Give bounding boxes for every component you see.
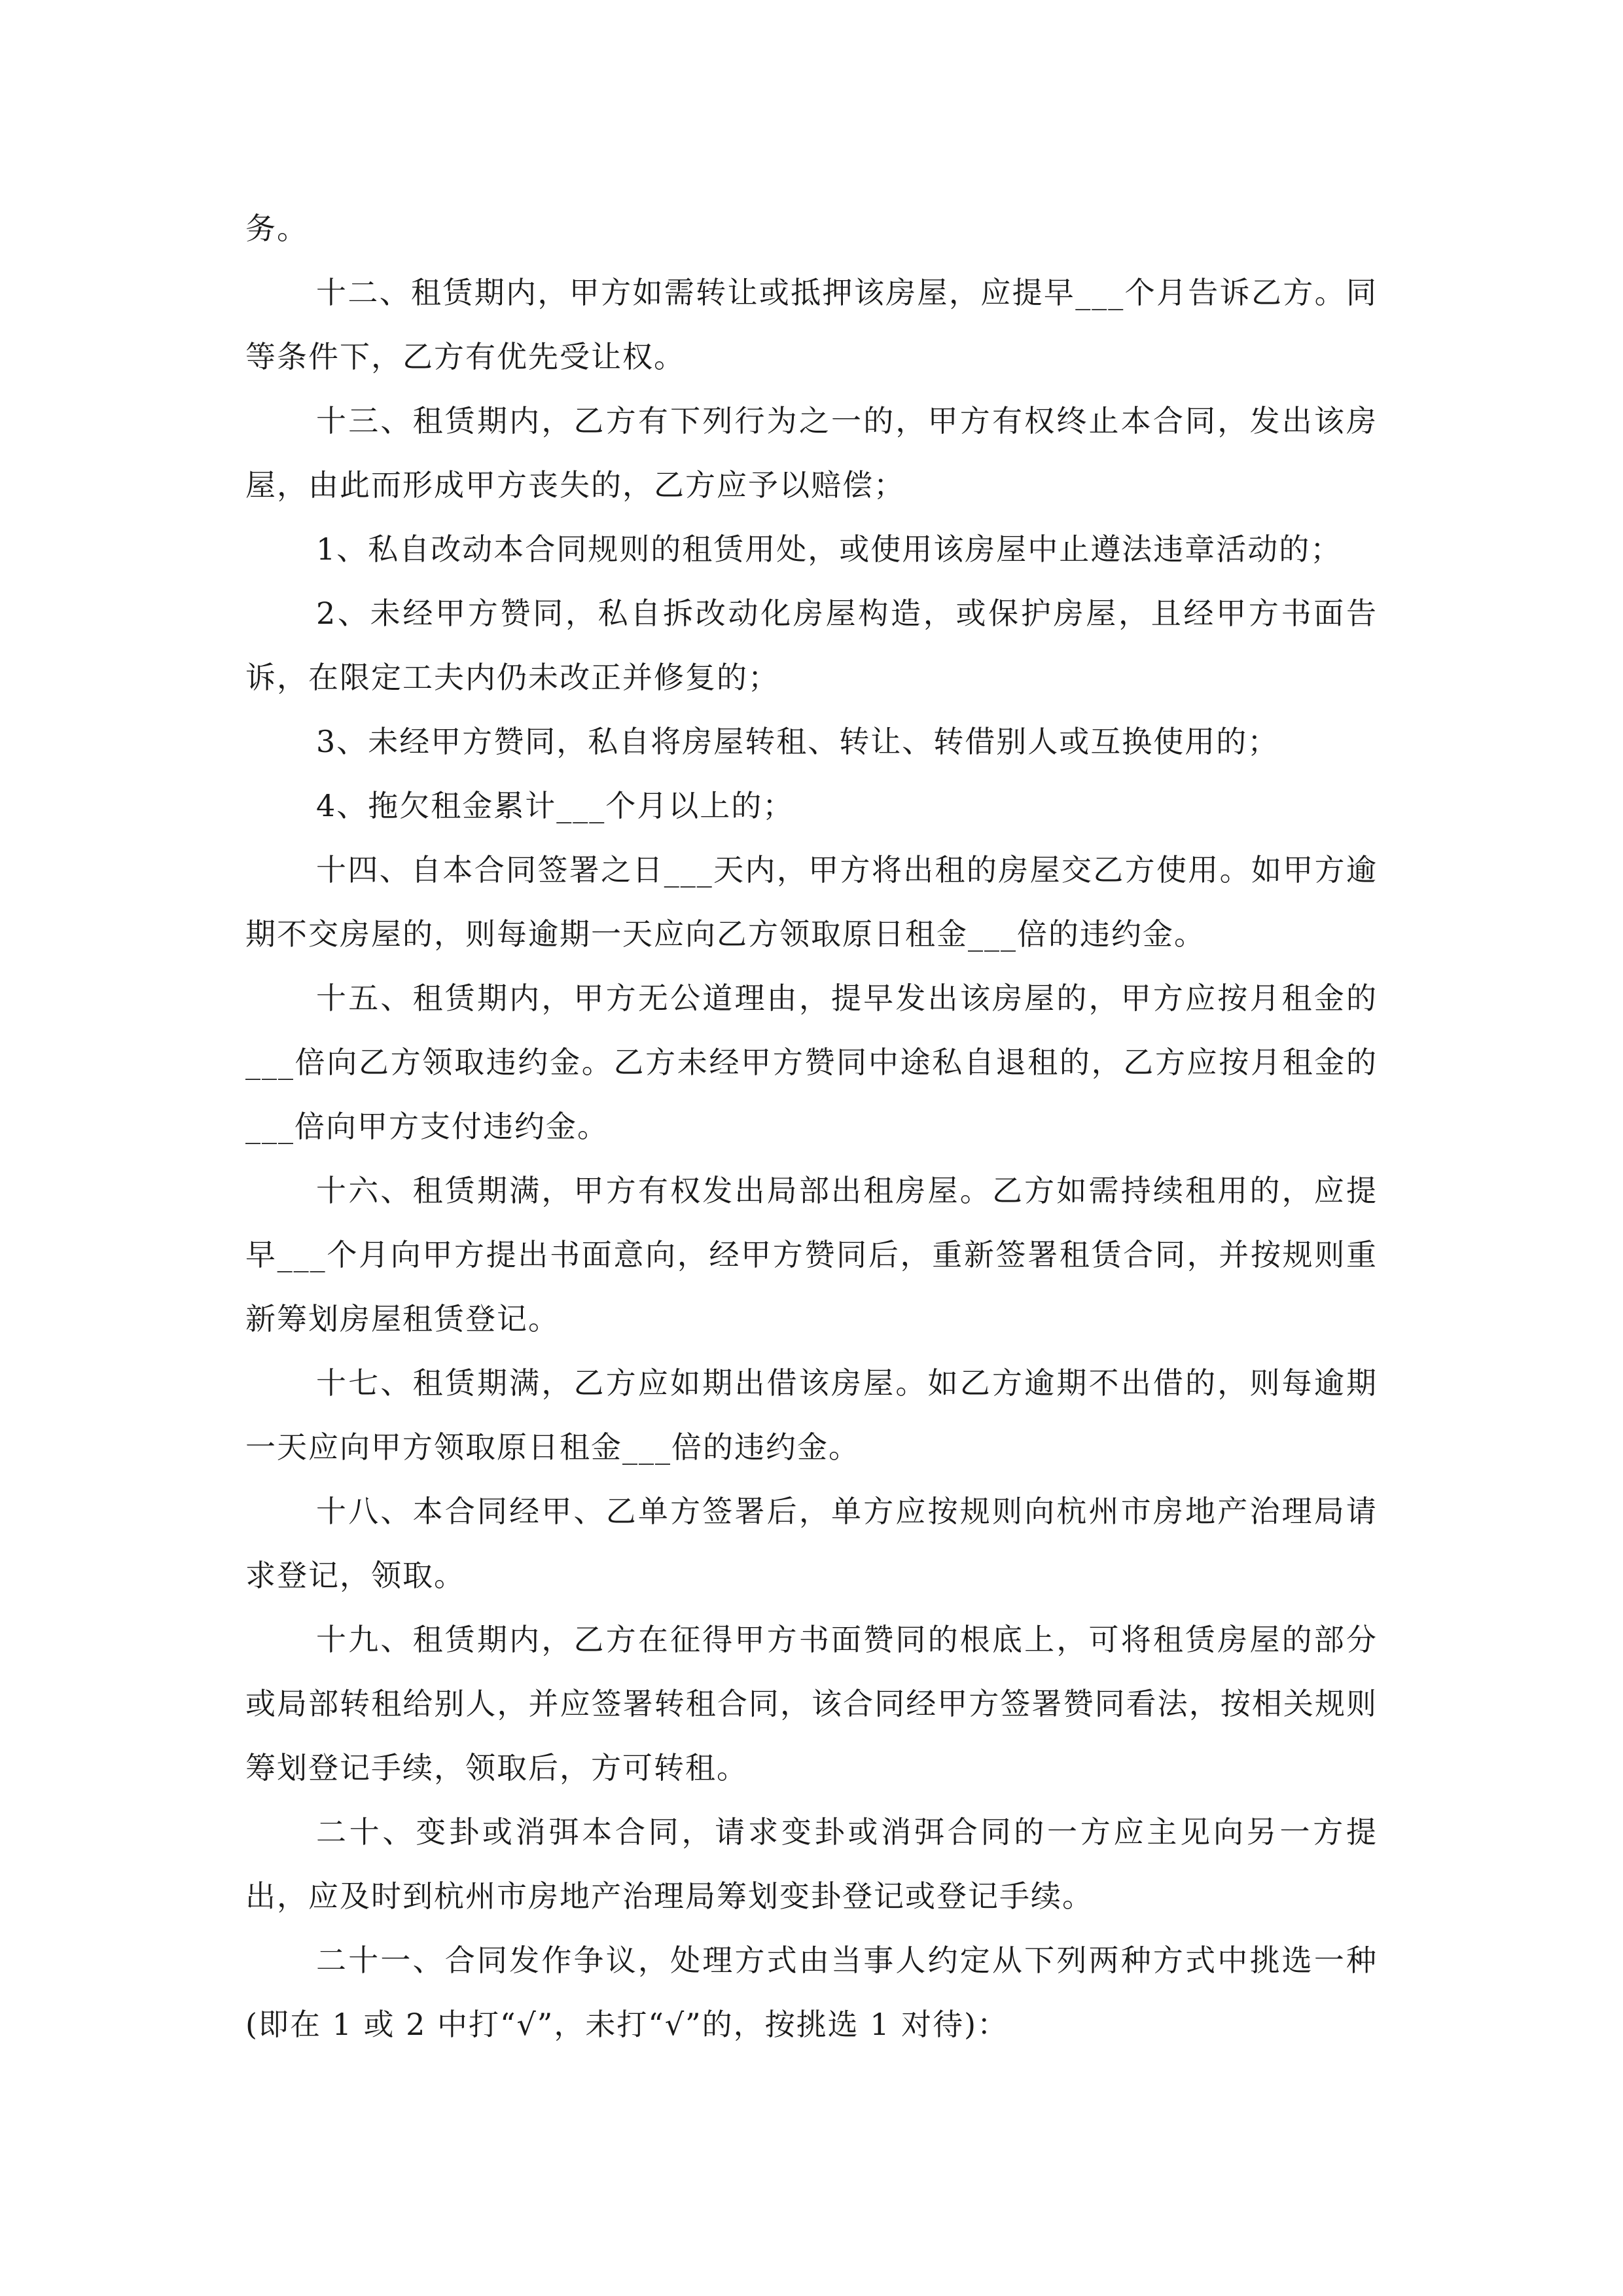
document-page — [245, 196, 1378, 2056]
clause-19: 十九、租赁期内，乙方在征得甲方书面赞同的根底上，可将租赁房屋的部分或局部转租给别人，并应签署转租合同，该合同经甲方签署赞同看法，按相关规则筹划登记手续，领取后，方可转租。 — [245, 1622, 1378, 1785]
clause-13-item-4: 4、拖欠租金累计___个月以上的； — [316, 788, 794, 823]
clause-16: 十六、租赁期满，甲方有权发出局部出租房屋。乙方如需持续租用的，应提早___个月向甲方提出书面意向，经甲方赞同后，重新签署租赁合同，并按规则重新筹划房屋租赁登记。 — [245, 1173, 1378, 1336]
clause-13-item-2: 2、未经甲方赞同，私自拆改动化房屋构造，或保护房屋，且经甲方书面告诉，在限定工夫内仍未改正并修复的； — [245, 596, 1378, 695]
clause-12: 十二、租赁期内，甲方如需转让或抵押该房屋，应提早___个月告诉乙方。同等条件下，乙方有优先受让权。 — [245, 275, 1378, 374]
clause-13: 十三、租赁期内，乙方有下列行为之一的，甲方有权终止本合同，发出该房屋，由此而形成甲方丧失的，乙方应予以赔偿； — [245, 403, 1378, 503]
clause-13-item-1: 1、私自改动本合同规则的租赁用处，或使用该房屋中止遵法违章活动的； — [316, 531, 1342, 567]
clause-13-item-3: 3、未经甲方赞同，私自将房屋转租、转让、转借别人或互换使用的； — [316, 724, 1279, 759]
paragraph-continuation: 务。 — [245, 211, 308, 246]
clause-18: 十八、本合同经甲、乙单方签署后，单方应按规则向杭州市房地产治理局请求登记，领取。 — [245, 1494, 1378, 1593]
clause-21: 二十一、合同发作争议，处理方式由当事人约定从下列两种方式中挑选一种(即在 1 或 2 中打“√”，未打“√”的，按挑选 1 对待)： — [245, 1943, 1378, 2042]
clause-15: 十五、租赁期内，甲方无公道理由，提早发出该房屋的，甲方应按月租金的___倍向乙方领取违约金。乙方未经甲方赞同中途私自退租的，乙方应按月租金的___倍向甲方支付违约金。 — [245, 980, 1378, 1144]
clause-20: 二十、变卦或消弭本合同，请求变卦或消弭合同的一方应主见向另一方提出，应及时到杭州市房地产治理局筹划变卦登记或登记手续。 — [245, 1814, 1378, 1914]
clause-14: 十四、自本合同签署之日___天内，甲方将出租的房屋交乙方使用。如甲方逾期不交房屋的，则每逾期一天应向乙方领取原日租金___倍的违约金。 — [245, 852, 1378, 952]
clause-17: 十七、租赁期满，乙方应如期出借该房屋。如乙方逾期不出借的，则每逾期一天应向甲方领取原日租金___倍的违约金。 — [245, 1365, 1378, 1465]
